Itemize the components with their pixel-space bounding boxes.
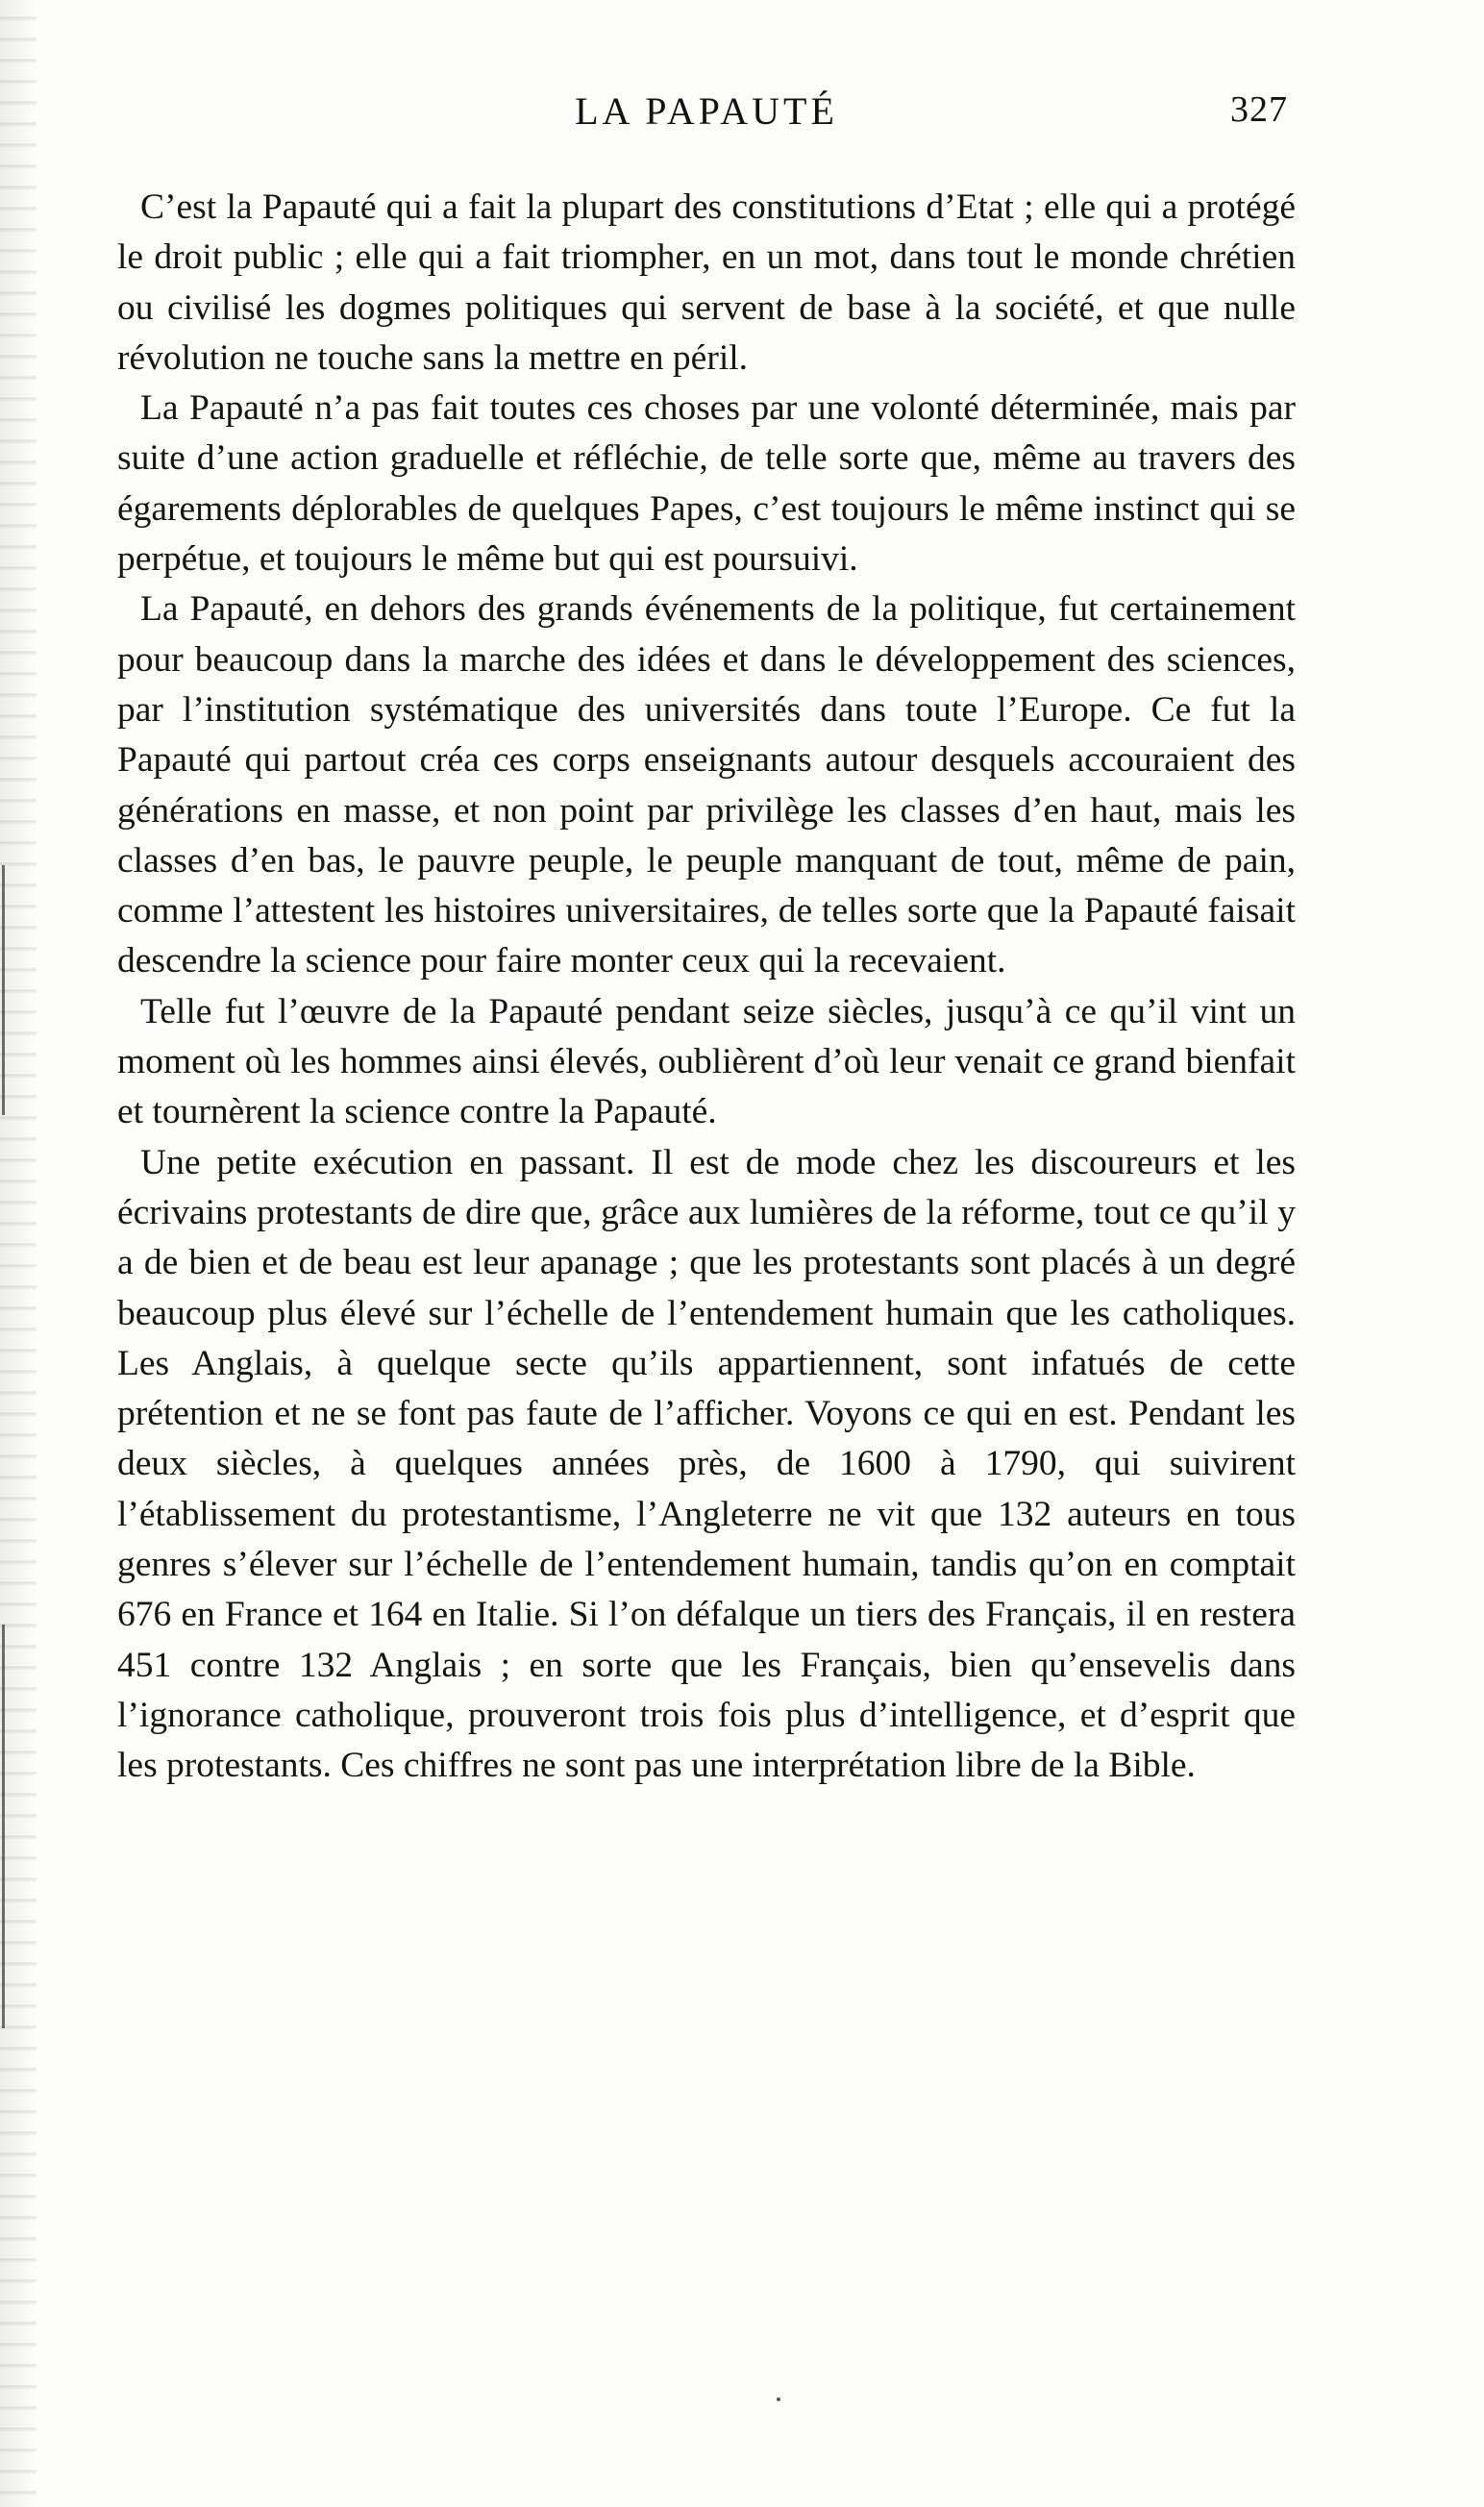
scan-margin-edge [0, 0, 37, 2507]
paragraph: Une petite exécution en passant. Il est de mode chez les discoureurs et les écrivains protestants de dire que, grâce aux lumières de la réforme, tout ce qu’il y a de bien et de beau est leur apanage ; que les protestants sont placés à un degré beaucoup plus élevé sur l’échelle de l’entendement humain que les catholiques. Les Anglais, à quelque secte qu’ils appartiennent, sont infatués de cette prétention et ne se font pas faute de l’afficher. Voyons ce qui en est. Pendant les deux siècles, à quelques années près, de 1600 à 1790, qui suivirent l’établissement du protestantisme, l’Angleterre ne vit que 132 auteurs en tous genres s’élever sur l’échelle de l’entendement humain, tandis qu’on en comptait 676 en France et 164 en Italie. Si l’on défalque un tiers des Français, il en restera 451 contre 132 Anglais ; en sorte que les Français, bien qu’ensevelis dans l’ignorance catholique, prouveront trois fois plus d’intelligence, et d’esprit que les protestants. Ces chiffres ne sont pas une interprétation libre de la Bible. [117, 1142, 1296, 1786]
ink-speck [777, 2397, 780, 2401]
paragraph: Telle fut l’œuvre de la Papauté pendant seize siècles, jusqu’à ce qu’il vint un moment où les hommes ainsi élevés, oublièrent d’où leur venait ce grand bienfait et tournèrent la science contre la Papauté. [117, 991, 1296, 1132]
running-title: LA PAPAUTÉ [575, 89, 838, 133]
scan-edge-mark [2, 865, 5, 1115]
paragraph: C’est la Papauté qui a fait la plupart des constitutions d’Etat ; elle qui a protégé le droit public ; elle qui a fait triompher, en un mot, dans tout le monde chrétien ou civilisé les dogmes politiques qui servent de base à la société, et que nulle révolution ne touche sans la mettre en péril. [117, 187, 1296, 378]
paragraph: La Papauté n’a pas fait toutes ces choses par une volonté déterminée, mais par suite d’une action graduelle et réfléchie, de telle sorte que, même au travers des égarements déplorables de quelques Papes, c’est toujours le même instinct qui se perpétue, et toujours le même but qui est poursuivi. [117, 388, 1296, 580]
body-text [117, 183, 1296, 1792]
paragraph: La Papauté, en dehors des grands événements de la politique, fut certainement pour beaucoup dans la marche des idées et dans le développement des sciences, par l’institution systématique des universités dans toute l’Europe. Ce fut la Papauté qui partout créa ces corps enseignants autour desquels accouraient des générations en masse, et non point par privilège les classes d’en haut, mais les classes d’en bas, le pauvre peuple, le peuple manquant de tout, même de pain, comme l’attestent les histoires universitaires, de telles sorte que la Papauté faisait descendre la science pour faire monter ceux qui la recevaient. [117, 589, 1296, 981]
scan-edge-mark [2, 1625, 5, 2028]
page-header [117, 88, 1296, 156]
page-number: 327 [1230, 89, 1288, 130]
